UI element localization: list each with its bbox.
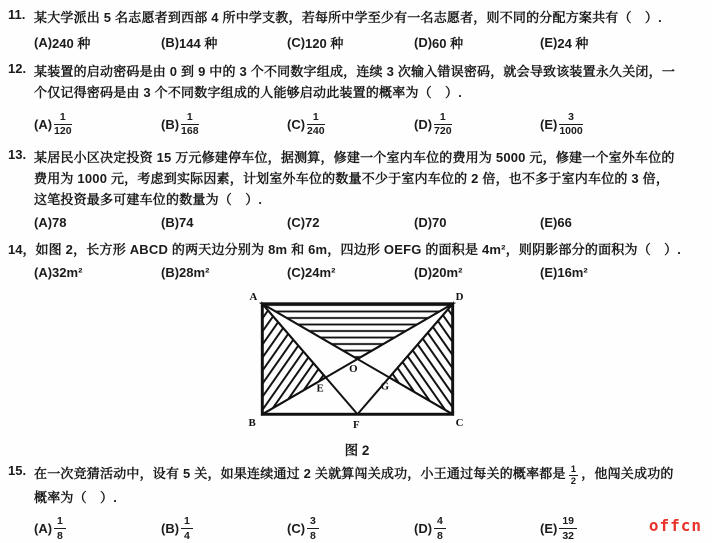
q14-option-e — [540, 265, 706, 280]
figure-label-g: G — [380, 380, 390, 393]
option-label: (A) — [34, 521, 53, 536]
question-14-options — [34, 265, 706, 280]
q11-option-c — [287, 33, 414, 52]
figure-2 — [8, 289, 706, 459]
option-value: 60 种 — [432, 36, 464, 51]
q13-option-d — [414, 215, 540, 230]
fraction: $\frac{1}{120}$ — [54, 110, 72, 137]
q12-option-c — [287, 112, 414, 137]
option-label: (D) — [414, 215, 433, 230]
option-value: 70 — [432, 215, 447, 230]
option-label: (D) — [414, 521, 433, 536]
option-value: 120 种 — [305, 36, 344, 51]
question-13 — [8, 147, 706, 230]
offcn-logo: offcn — [648, 516, 702, 535]
question-11-options — [34, 33, 706, 52]
fraction: $\frac{3}{8}$ — [307, 516, 319, 541]
q14-option-d — [414, 265, 540, 280]
q15-option-a — [34, 516, 161, 541]
question-14 — [8, 239, 706, 459]
question-15-number: 15. — [8, 463, 27, 478]
q12-option-d — [414, 112, 540, 137]
question-12-options — [34, 110, 706, 138]
figure-2-diagram — [244, 289, 470, 433]
option-value: 144 种 — [179, 36, 218, 51]
q14-option-a — [34, 265, 161, 280]
q13-option-b — [161, 215, 287, 230]
option-label: (D) — [414, 265, 433, 280]
question-12 — [8, 61, 706, 138]
option-label: (C) — [287, 116, 306, 132]
q15-option-c — [287, 516, 414, 541]
q15-option-b — [161, 516, 287, 541]
option-label: (C) — [287, 35, 306, 50]
q11-option-a — [34, 33, 161, 52]
q13-option-a — [34, 215, 161, 230]
question-15-text-line2: 概率为（ ）. — [34, 489, 118, 505]
q13-option-e — [540, 215, 706, 230]
question-13-number: 13. — [8, 147, 27, 162]
option-value: 20m² — [432, 265, 463, 280]
question-12-number: 12. — [8, 61, 27, 76]
question-15-options — [34, 515, 706, 543]
option-value: 24 种 — [557, 36, 589, 51]
option-label: (B) — [161, 35, 180, 50]
figure-label-f: F — [353, 419, 360, 432]
option-value: 78 — [52, 215, 67, 230]
q12-option-e — [540, 112, 706, 137]
option-label: (B) — [161, 265, 180, 280]
option-value: 16m² — [557, 265, 588, 280]
q12-option-b — [161, 112, 287, 137]
option-label: (E) — [540, 116, 558, 132]
option-value: 72 — [305, 215, 320, 230]
option-value: 240 种 — [52, 36, 91, 51]
q11-option-b — [161, 33, 287, 52]
q13-option-c — [287, 215, 414, 230]
question-14-text: 如图 2，长方形 ABCD 的两天边分别为 8m 和 6m，四边形 OEFG 的面积是 4m²，则阴影部分的面积为（ ）. — [35, 242, 682, 257]
question-13-text-line2: 费用为 1000 元，考虑到实际因素，计划室外车位的数量不少于室内车位的 2 倍，也不多于室内车位的 3 倍， — [34, 171, 670, 186]
q14-option-c — [287, 265, 414, 280]
option-label: (A) — [34, 215, 53, 230]
q15-option-d — [414, 516, 540, 541]
question-11-number: 11. — [8, 7, 26, 22]
fraction: $\frac{19}{32}$ — [559, 516, 577, 541]
fraction: $\frac{4}{8}$ — [434, 516, 446, 541]
option-label: (A) — [34, 35, 53, 50]
option-label: (E) — [540, 521, 558, 536]
figure-label-c: C — [455, 417, 464, 430]
figure-2-caption: 图 2 — [344, 443, 370, 458]
option-value: 66 — [557, 215, 572, 230]
option-label: (D) — [414, 116, 433, 132]
option-label: (C) — [287, 265, 306, 280]
option-value: 24m² — [305, 265, 336, 280]
figure-label-e: E — [316, 382, 324, 395]
option-value: 28m² — [179, 265, 210, 280]
fraction: $\frac{1}{4}$ — [181, 516, 193, 541]
option-label: (B) — [161, 116, 180, 132]
q11-option-d — [414, 33, 540, 52]
option-label: (A) — [34, 116, 53, 132]
option-label: (E) — [540, 35, 558, 50]
question-15 — [8, 463, 706, 543]
q14-option-b — [161, 265, 287, 280]
fraction: $\frac{1}{8}$ — [54, 516, 66, 541]
option-label: (B) — [161, 521, 180, 536]
option-label: (E) — [540, 265, 558, 280]
inline-fraction-one-half: $\frac{1}{2}$ — [570, 463, 577, 487]
option-label: (A) — [34, 265, 53, 280]
question-12-text-line2: 个仅记得密码是由 3 个不同数字组成的人能够启动此装置的概率为（ ）. — [34, 85, 463, 100]
figure-label-d: D — [455, 290, 464, 303]
option-label: (E) — [540, 215, 558, 230]
option-label: (C) — [287, 215, 306, 230]
option-value: 74 — [179, 215, 194, 230]
question-13-text-line1: 某居民小区决定投资 15 万元修建停车位，据测算，修建一个室内车位的费用为 5000 元，修建一个室外车位的 — [34, 150, 675, 165]
question-13-text-line3: 这笔投资最多可建车位的数量为（ ）. — [34, 192, 263, 207]
question-14-number: 14， — [8, 242, 36, 257]
option-label: (B) — [161, 215, 180, 230]
question-13-options — [34, 215, 706, 230]
option-label: (C) — [287, 521, 306, 536]
fraction: $\frac{1}{168}$ — [181, 110, 199, 137]
option-label: (D) — [414, 35, 433, 50]
q11-option-e — [540, 33, 706, 52]
figure-label-o: O — [349, 362, 358, 375]
figure-label-b: B — [248, 417, 256, 430]
question-15-text-line1: 在一次竞猜活动中，设有 5 关，如果连续通过 2 关就算闯关成功，小王通过每关的概率都是 $\frac{1}{2}$ ，他闯关成功的 — [34, 463, 674, 487]
figure-label-a: A — [249, 290, 258, 303]
question-12-text-line1: 某装置的启动密码是由 0 到 9 中的 3 个不同数字组成，连续 3 次输入错误密码，就会导致该装置永久关闭，一 — [34, 64, 676, 79]
fraction: $\frac{3}{1000}$ — [559, 110, 583, 137]
question-11-text: 某大学派出 5 名志愿者到西部 4 所中学支教，若每所中学至少有一名志愿者，则不同的分配方案共有（ ）. — [34, 10, 662, 25]
fraction: $\frac{1}{240}$ — [307, 110, 325, 137]
option-value: 32m² — [52, 265, 83, 280]
fraction: $\frac{1}{720}$ — [434, 110, 452, 137]
q12-option-a — [34, 112, 161, 137]
question-11 — [8, 7, 706, 52]
